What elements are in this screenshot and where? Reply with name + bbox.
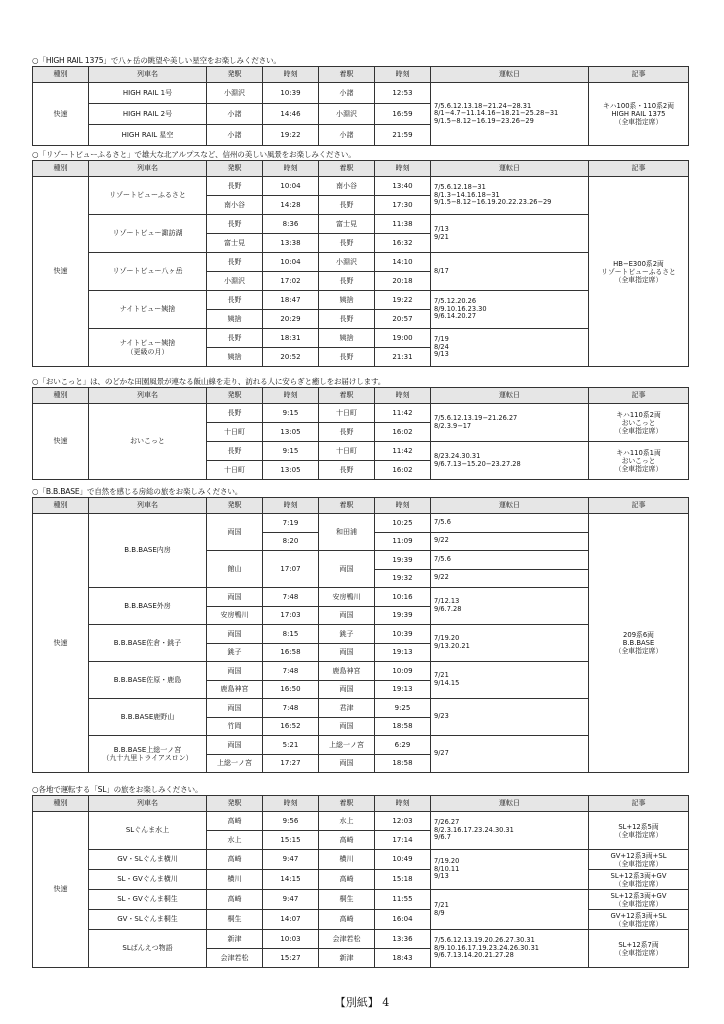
depart-station: 富士見 <box>207 234 263 253</box>
depart-station: 新津 <box>207 930 263 949</box>
train-note: HB−E300系2両 リゾートビューふるさと （全車指定席） <box>589 177 689 367</box>
col-depart-station: 発駅 <box>207 67 263 83</box>
table-row <box>33 812 689 831</box>
arrive-time: 10:09 <box>375 662 431 681</box>
depart-station: 長野 <box>207 177 263 196</box>
arrive-time: 19:32 <box>375 569 431 588</box>
table-header-row <box>33 796 689 812</box>
arrive-station: 両国 <box>319 606 375 625</box>
col-type: 種別 <box>33 161 89 177</box>
depart-time: 10:39 <box>263 83 319 104</box>
table-row <box>33 890 689 910</box>
arrive-station: 十日町 <box>319 404 375 423</box>
depart-station: 上総一ノ宮 <box>207 754 263 773</box>
depart-station: 小諸 <box>207 125 263 146</box>
train-note: SL+12系3両+GV （全車指定席） <box>589 870 689 890</box>
depart-station: 館山 <box>207 551 263 588</box>
table-header-row <box>33 388 689 404</box>
train-note: SL+12系5両 （全車指定席） <box>589 812 689 850</box>
arrive-station: 新津 <box>319 949 375 968</box>
depart-station: 長野 <box>207 291 263 310</box>
col-type: 種別 <box>33 796 89 812</box>
col-depart-station: 発駅 <box>207 161 263 177</box>
arrive-station: 上総一ノ宮 <box>319 736 375 755</box>
train-name: HIGH RAIL 2号 <box>89 104 207 125</box>
depart-station: 十日町 <box>207 461 263 480</box>
train-note: SL+12系7両 （全車指定席） <box>589 930 689 968</box>
depart-time: 13:38 <box>263 234 319 253</box>
depart-time: 14:15 <box>263 870 319 890</box>
col-type: 種別 <box>33 498 89 514</box>
section-title: ○「B.B.BASE」で自然を感じる房総の旅をお楽しみください。 <box>32 487 243 496</box>
col-arrive-station: 着駅 <box>319 498 375 514</box>
train-name: GV・SLぐんま横川 <box>89 850 207 870</box>
arrive-time: 21:31 <box>375 348 431 367</box>
depart-station: 水上 <box>207 831 263 850</box>
train-note: キハ100系・110系2両 HIGH RAIL 1375 （全車指定席） <box>589 83 689 146</box>
depart-station: 両国 <box>207 662 263 681</box>
train-note: キハ110系2両 おいこっと （全車指定席） <box>589 404 689 442</box>
operation-dates: 7/5.6 <box>431 551 589 570</box>
operation-dates: 7/19 8/24 9/13 <box>431 329 589 367</box>
col-note: 記事 <box>589 67 689 83</box>
arrive-station: 長野 <box>319 272 375 291</box>
col-note: 記事 <box>589 161 689 177</box>
train-note: 209系6両 B.B.BASE （全車指定席） <box>589 514 689 773</box>
col-depart-time: 時刻 <box>263 796 319 812</box>
train-name: B.B.BASE佐原・鹿島 <box>89 662 207 699</box>
operation-dates: 7/5.12.20.26 8/9.10.16.23.30 9/6.14.20.27 <box>431 291 589 329</box>
arrive-station: 横川 <box>319 850 375 870</box>
depart-time: 9:56 <box>263 812 319 831</box>
section-title: ○「リゾートビューふるさと」で雄大な北アルプスなど、信州の美しい風景をお楽しみください。 <box>32 150 356 159</box>
col-arrive-station: 着駅 <box>319 796 375 812</box>
arrive-station: 長野 <box>319 461 375 480</box>
col-depart-station: 発駅 <box>207 796 263 812</box>
depart-time: 16:52 <box>263 717 319 736</box>
col-note: 記事 <box>589 498 689 514</box>
arrive-station: 姨捨 <box>319 291 375 310</box>
train-name: ナイトビュー姨捨 （更級の月） <box>89 329 207 367</box>
depart-time: 7:19 <box>263 514 319 533</box>
operation-dates: 7/5.6 <box>431 514 589 533</box>
operation-dates: 7/21 8/9 <box>431 890 589 930</box>
col-note: 記事 <box>589 388 689 404</box>
depart-time: 7:48 <box>263 588 319 607</box>
depart-time: 14:46 <box>263 104 319 125</box>
operation-dates: 8/23.24.30.31 9/6.7.13−15.20−23.27.28 <box>431 442 589 480</box>
table-row <box>33 177 689 196</box>
depart-time: 8:15 <box>263 625 319 644</box>
depart-time: 14:07 <box>263 910 319 930</box>
arrive-station: 両国 <box>319 551 375 588</box>
operation-dates: 9/22 <box>431 532 589 551</box>
train-note: SL+12系3両+GV （全車指定席） <box>589 890 689 910</box>
depart-station: 銚子 <box>207 643 263 662</box>
arrive-time: 19:39 <box>375 606 431 625</box>
arrive-time: 19:13 <box>375 680 431 699</box>
arrive-station: 君津 <box>319 699 375 718</box>
timetable-resort-view <box>32 160 689 367</box>
arrive-time: 16:59 <box>375 104 431 125</box>
arrive-time: 16:32 <box>375 234 431 253</box>
train-name: おいこっと <box>89 404 207 480</box>
train-name: B.B.BASE外房 <box>89 588 207 625</box>
col-depart-time: 時刻 <box>263 67 319 83</box>
col-depart-time: 時刻 <box>263 161 319 177</box>
operation-dates: 7/21 9/14.15 <box>431 662 589 699</box>
col-arrive-time: 時刻 <box>375 161 431 177</box>
depart-station: 十日町 <box>207 423 263 442</box>
depart-time: 17:27 <box>263 754 319 773</box>
arrive-station: 鹿島神宮 <box>319 662 375 681</box>
depart-time: 17:03 <box>263 606 319 625</box>
depart-station: 南小谷 <box>207 196 263 215</box>
depart-time: 16:50 <box>263 680 319 699</box>
depart-station: 両国 <box>207 699 263 718</box>
col-arrive-time: 時刻 <box>375 498 431 514</box>
arrive-time: 19:13 <box>375 643 431 662</box>
train-name: HIGH RAIL 星空 <box>89 125 207 146</box>
arrive-station: 長野 <box>319 196 375 215</box>
depart-time: 13:05 <box>263 423 319 442</box>
table-row <box>33 83 689 104</box>
depart-station: 鹿島神宮 <box>207 680 263 699</box>
depart-station: 横川 <box>207 870 263 890</box>
col-note: 記事 <box>589 796 689 812</box>
arrive-time: 21:59 <box>375 125 431 146</box>
depart-time: 16:58 <box>263 643 319 662</box>
arrive-time: 11:09 <box>375 532 431 551</box>
arrive-station: 高崎 <box>319 910 375 930</box>
arrive-station: 高崎 <box>319 831 375 850</box>
operation-dates: 7/19.20 8/10.11 9/13 <box>431 850 589 890</box>
col-arrive-time: 時刻 <box>375 796 431 812</box>
section-high-rail <box>32 56 688 146</box>
depart-time: 9:15 <box>263 404 319 423</box>
depart-time: 18:31 <box>263 329 319 348</box>
depart-station: 安房鴨川 <box>207 606 263 625</box>
arrive-time: 19:39 <box>375 551 431 570</box>
col-dates: 運転日 <box>431 498 589 514</box>
col-arrive-station: 着駅 <box>319 67 375 83</box>
depart-time: 13:05 <box>263 461 319 480</box>
depart-time: 20:52 <box>263 348 319 367</box>
train-type: 快速 <box>33 514 89 773</box>
arrive-station: 小諸 <box>319 83 375 104</box>
arrive-time: 18:43 <box>375 949 431 968</box>
operation-dates: 9/27 <box>431 736 589 773</box>
table-row <box>33 404 689 423</box>
col-depart-time: 時刻 <box>263 498 319 514</box>
depart-time: 9:47 <box>263 850 319 870</box>
col-type: 種別 <box>33 67 89 83</box>
depart-station: 長野 <box>207 329 263 348</box>
arrive-station: 両国 <box>319 643 375 662</box>
table-row <box>33 870 689 890</box>
arrive-time: 10:39 <box>375 625 431 644</box>
depart-station: 両国 <box>207 514 263 551</box>
arrive-time: 18:58 <box>375 754 431 773</box>
train-name: リゾートビュー諏訪湖 <box>89 215 207 253</box>
arrive-station: 会津若松 <box>319 930 375 949</box>
timetable-bb-base <box>32 497 689 773</box>
operation-dates: 7/5.6.12.13.19−21.26.27 8/2.3.9−17 <box>431 404 589 442</box>
arrive-station: 小淵沢 <box>319 253 375 272</box>
train-name: SL・GVぐんま横川 <box>89 870 207 890</box>
arrive-station: 高崎 <box>319 870 375 890</box>
depart-station: 長野 <box>207 442 263 461</box>
col-train-name: 列車名 <box>89 498 207 514</box>
train-name: SL・GVぐんま桐生 <box>89 890 207 910</box>
arrive-time: 18:58 <box>375 717 431 736</box>
train-type: 快速 <box>33 177 89 367</box>
arrive-time: 10:49 <box>375 850 431 870</box>
arrive-time: 17:30 <box>375 196 431 215</box>
arrive-time: 15:18 <box>375 870 431 890</box>
depart-time: 9:47 <box>263 890 319 910</box>
depart-station: 長野 <box>207 253 263 272</box>
depart-station: 長野 <box>207 404 263 423</box>
arrive-station: 南小谷 <box>319 177 375 196</box>
col-dates: 運転日 <box>431 796 589 812</box>
operation-dates: 8/17 <box>431 253 589 291</box>
train-name: SLばんえつ物語 <box>89 930 207 968</box>
arrive-station: 和田浦 <box>319 514 375 551</box>
depart-time: 15:27 <box>263 949 319 968</box>
train-name: ナイトビュー姨捨 <box>89 291 207 329</box>
arrive-station: 小淵沢 <box>319 104 375 125</box>
depart-station: 会津若松 <box>207 949 263 968</box>
operation-dates: 7/5.6.12.13.19.20.26.27.30.31 8/9.10.16.17.19.23.24.26.30.31 9/6.7.13.14.20.21.27.28 <box>431 930 589 968</box>
col-arrive-station: 着駅 <box>319 161 375 177</box>
section-bb-base <box>32 487 688 773</box>
timetable-high-rail <box>32 66 689 146</box>
arrive-time: 19:00 <box>375 329 431 348</box>
arrive-station: 両国 <box>319 754 375 773</box>
arrive-station: 両国 <box>319 680 375 699</box>
col-arrive-time: 時刻 <box>375 67 431 83</box>
depart-station: 両国 <box>207 736 263 755</box>
train-name: GV・SLぐんま桐生 <box>89 910 207 930</box>
col-train-name: 列車名 <box>89 161 207 177</box>
depart-station: 竹岡 <box>207 717 263 736</box>
arrive-station: 小諸 <box>319 125 375 146</box>
depart-time: 10:04 <box>263 177 319 196</box>
train-note: GV+12系3両+SL （全車指定席） <box>589 910 689 930</box>
arrive-time: 16:04 <box>375 910 431 930</box>
train-type: 快速 <box>33 404 89 480</box>
depart-station: 両国 <box>207 625 263 644</box>
section-title: ○各地で運転する「SL」の旅をお楽しみください。 <box>32 785 203 794</box>
table-row <box>33 930 689 949</box>
depart-station: 両国 <box>207 588 263 607</box>
page-footer: 【別紙】 4 <box>334 996 390 1009</box>
col-train-name: 列車名 <box>89 796 207 812</box>
arrive-time: 11:38 <box>375 215 431 234</box>
col-depart-time: 時刻 <box>263 388 319 404</box>
depart-time: 7:48 <box>263 699 319 718</box>
train-name: B.B.BASE上総一ノ宮 （九十九里トライアスロン） <box>89 736 207 773</box>
arrive-time: 13:40 <box>375 177 431 196</box>
arrive-time: 11:42 <box>375 442 431 461</box>
arrive-station: 富士見 <box>319 215 375 234</box>
train-name: HIGH RAIL 1号 <box>89 83 207 104</box>
arrive-station: 長野 <box>319 310 375 329</box>
arrive-time: 10:16 <box>375 588 431 607</box>
depart-time: 10:04 <box>263 253 319 272</box>
section-title: ○「HIGH RAIL 1375」で八ヶ岳の眺望や美しい星空をお楽しみください。 <box>32 56 281 65</box>
arrive-station: 姨捨 <box>319 329 375 348</box>
arrive-time: 6:29 <box>375 736 431 755</box>
timetable-sl <box>32 795 689 968</box>
arrive-time: 12:03 <box>375 812 431 831</box>
operation-dates: 7/19.20 9/13.20.21 <box>431 625 589 662</box>
depart-time: 19:22 <box>263 125 319 146</box>
depart-time: 10:03 <box>263 930 319 949</box>
train-name: B.B.BASE鹿野山 <box>89 699 207 736</box>
col-dates: 運転日 <box>431 388 589 404</box>
arrive-time: 10:25 <box>375 514 431 533</box>
depart-time: 20:29 <box>263 310 319 329</box>
depart-station: 姨捨 <box>207 348 263 367</box>
col-dates: 運転日 <box>431 67 589 83</box>
depart-station: 桐生 <box>207 910 263 930</box>
train-name: B.B.BASE佐倉・銚子 <box>89 625 207 662</box>
timetable-oykot <box>32 387 689 480</box>
depart-time: 15:15 <box>263 831 319 850</box>
arrive-time: 9:25 <box>375 699 431 718</box>
train-type: 快速 <box>33 812 89 968</box>
depart-station: 姨捨 <box>207 310 263 329</box>
arrive-station: 両国 <box>319 717 375 736</box>
arrive-time: 20:18 <box>375 272 431 291</box>
section-sl <box>32 785 688 968</box>
arrive-station: 桐生 <box>319 890 375 910</box>
section-resort-view <box>32 150 688 367</box>
depart-time: 7:48 <box>263 662 319 681</box>
train-name: リゾートビューふるさと <box>89 177 207 215</box>
section-title: ○「おいこっと」は、のどかな田園風景が連なる飯山線を走り、訪れる人に安らぎと癒しをお届けします。 <box>32 377 386 386</box>
table-row <box>33 514 689 533</box>
table-row <box>33 850 689 870</box>
col-type: 種別 <box>33 388 89 404</box>
arrive-station: 長野 <box>319 348 375 367</box>
arrive-time: 16:02 <box>375 423 431 442</box>
train-name: SLぐんま水上 <box>89 812 207 850</box>
arrive-time: 13:36 <box>375 930 431 949</box>
arrive-time: 20:57 <box>375 310 431 329</box>
operation-dates: 7/5.6.12.18−31 8/1.3−14.16.18−31 9/1.5−8.12−16.19.20.22.23.26−29 <box>431 177 589 215</box>
depart-time: 8:36 <box>263 215 319 234</box>
arrive-time: 19:22 <box>375 291 431 310</box>
arrive-time: 12:53 <box>375 83 431 104</box>
col-depart-station: 発駅 <box>207 498 263 514</box>
depart-time: 18:47 <box>263 291 319 310</box>
operation-dates: 9/23 <box>431 699 589 736</box>
table-row <box>33 910 689 930</box>
col-depart-station: 発駅 <box>207 388 263 404</box>
operation-dates: 9/22 <box>431 569 589 588</box>
arrive-station: 十日町 <box>319 442 375 461</box>
col-dates: 運転日 <box>431 161 589 177</box>
depart-time: 5:21 <box>263 736 319 755</box>
operation-dates: 7/13 9/21 <box>431 215 589 253</box>
arrive-time: 11:42 <box>375 404 431 423</box>
operation-dates: 7/12.13 9/6.7.28 <box>431 588 589 625</box>
col-train-name: 列車名 <box>89 67 207 83</box>
train-note: キハ110系1両 おいこっと （全車指定席） <box>589 442 689 480</box>
depart-time: 9:15 <box>263 442 319 461</box>
operation-dates: 7/5.6.12.13.18−21.24−28.31 8/1−4.7−11.14.16−18.21−25.28−31 9/1.5−8.12−16.19−23.26−29 <box>431 83 589 146</box>
train-name: リゾートビュー八ヶ岳 <box>89 253 207 291</box>
train-name: B.B.BASE内房 <box>89 514 207 588</box>
arrive-station: 銚子 <box>319 625 375 644</box>
col-arrive-station: 着駅 <box>319 388 375 404</box>
arrive-station: 水上 <box>319 812 375 831</box>
col-train-name: 列車名 <box>89 388 207 404</box>
arrive-time: 16:02 <box>375 461 431 480</box>
depart-station: 小淵沢 <box>207 272 263 291</box>
depart-station: 小諸 <box>207 104 263 125</box>
table-header-row <box>33 498 689 514</box>
depart-station: 高崎 <box>207 850 263 870</box>
arrive-station: 長野 <box>319 423 375 442</box>
depart-station: 長野 <box>207 215 263 234</box>
col-arrive-time: 時刻 <box>375 388 431 404</box>
arrive-time: 14:10 <box>375 253 431 272</box>
depart-station: 高崎 <box>207 812 263 831</box>
arrive-station: 長野 <box>319 234 375 253</box>
arrive-time: 17:14 <box>375 831 431 850</box>
depart-station: 小淵沢 <box>207 83 263 104</box>
depart-time: 17:07 <box>263 551 319 588</box>
depart-time: 14:28 <box>263 196 319 215</box>
depart-time: 8:20 <box>263 532 319 551</box>
train-type: 快速 <box>33 83 89 146</box>
depart-station: 高崎 <box>207 890 263 910</box>
arrive-time: 11:55 <box>375 890 431 910</box>
train-note: GV+12系3両+SL （全車指定席） <box>589 850 689 870</box>
table-header-row <box>33 67 689 83</box>
operation-dates: 7/26.27 8/2.3.16.17.23.24.30.31 9/6.7 <box>431 812 589 850</box>
section-oykot <box>32 377 688 480</box>
depart-time: 17:02 <box>263 272 319 291</box>
table-header-row <box>33 161 689 177</box>
arrive-station: 安房鴨川 <box>319 588 375 607</box>
